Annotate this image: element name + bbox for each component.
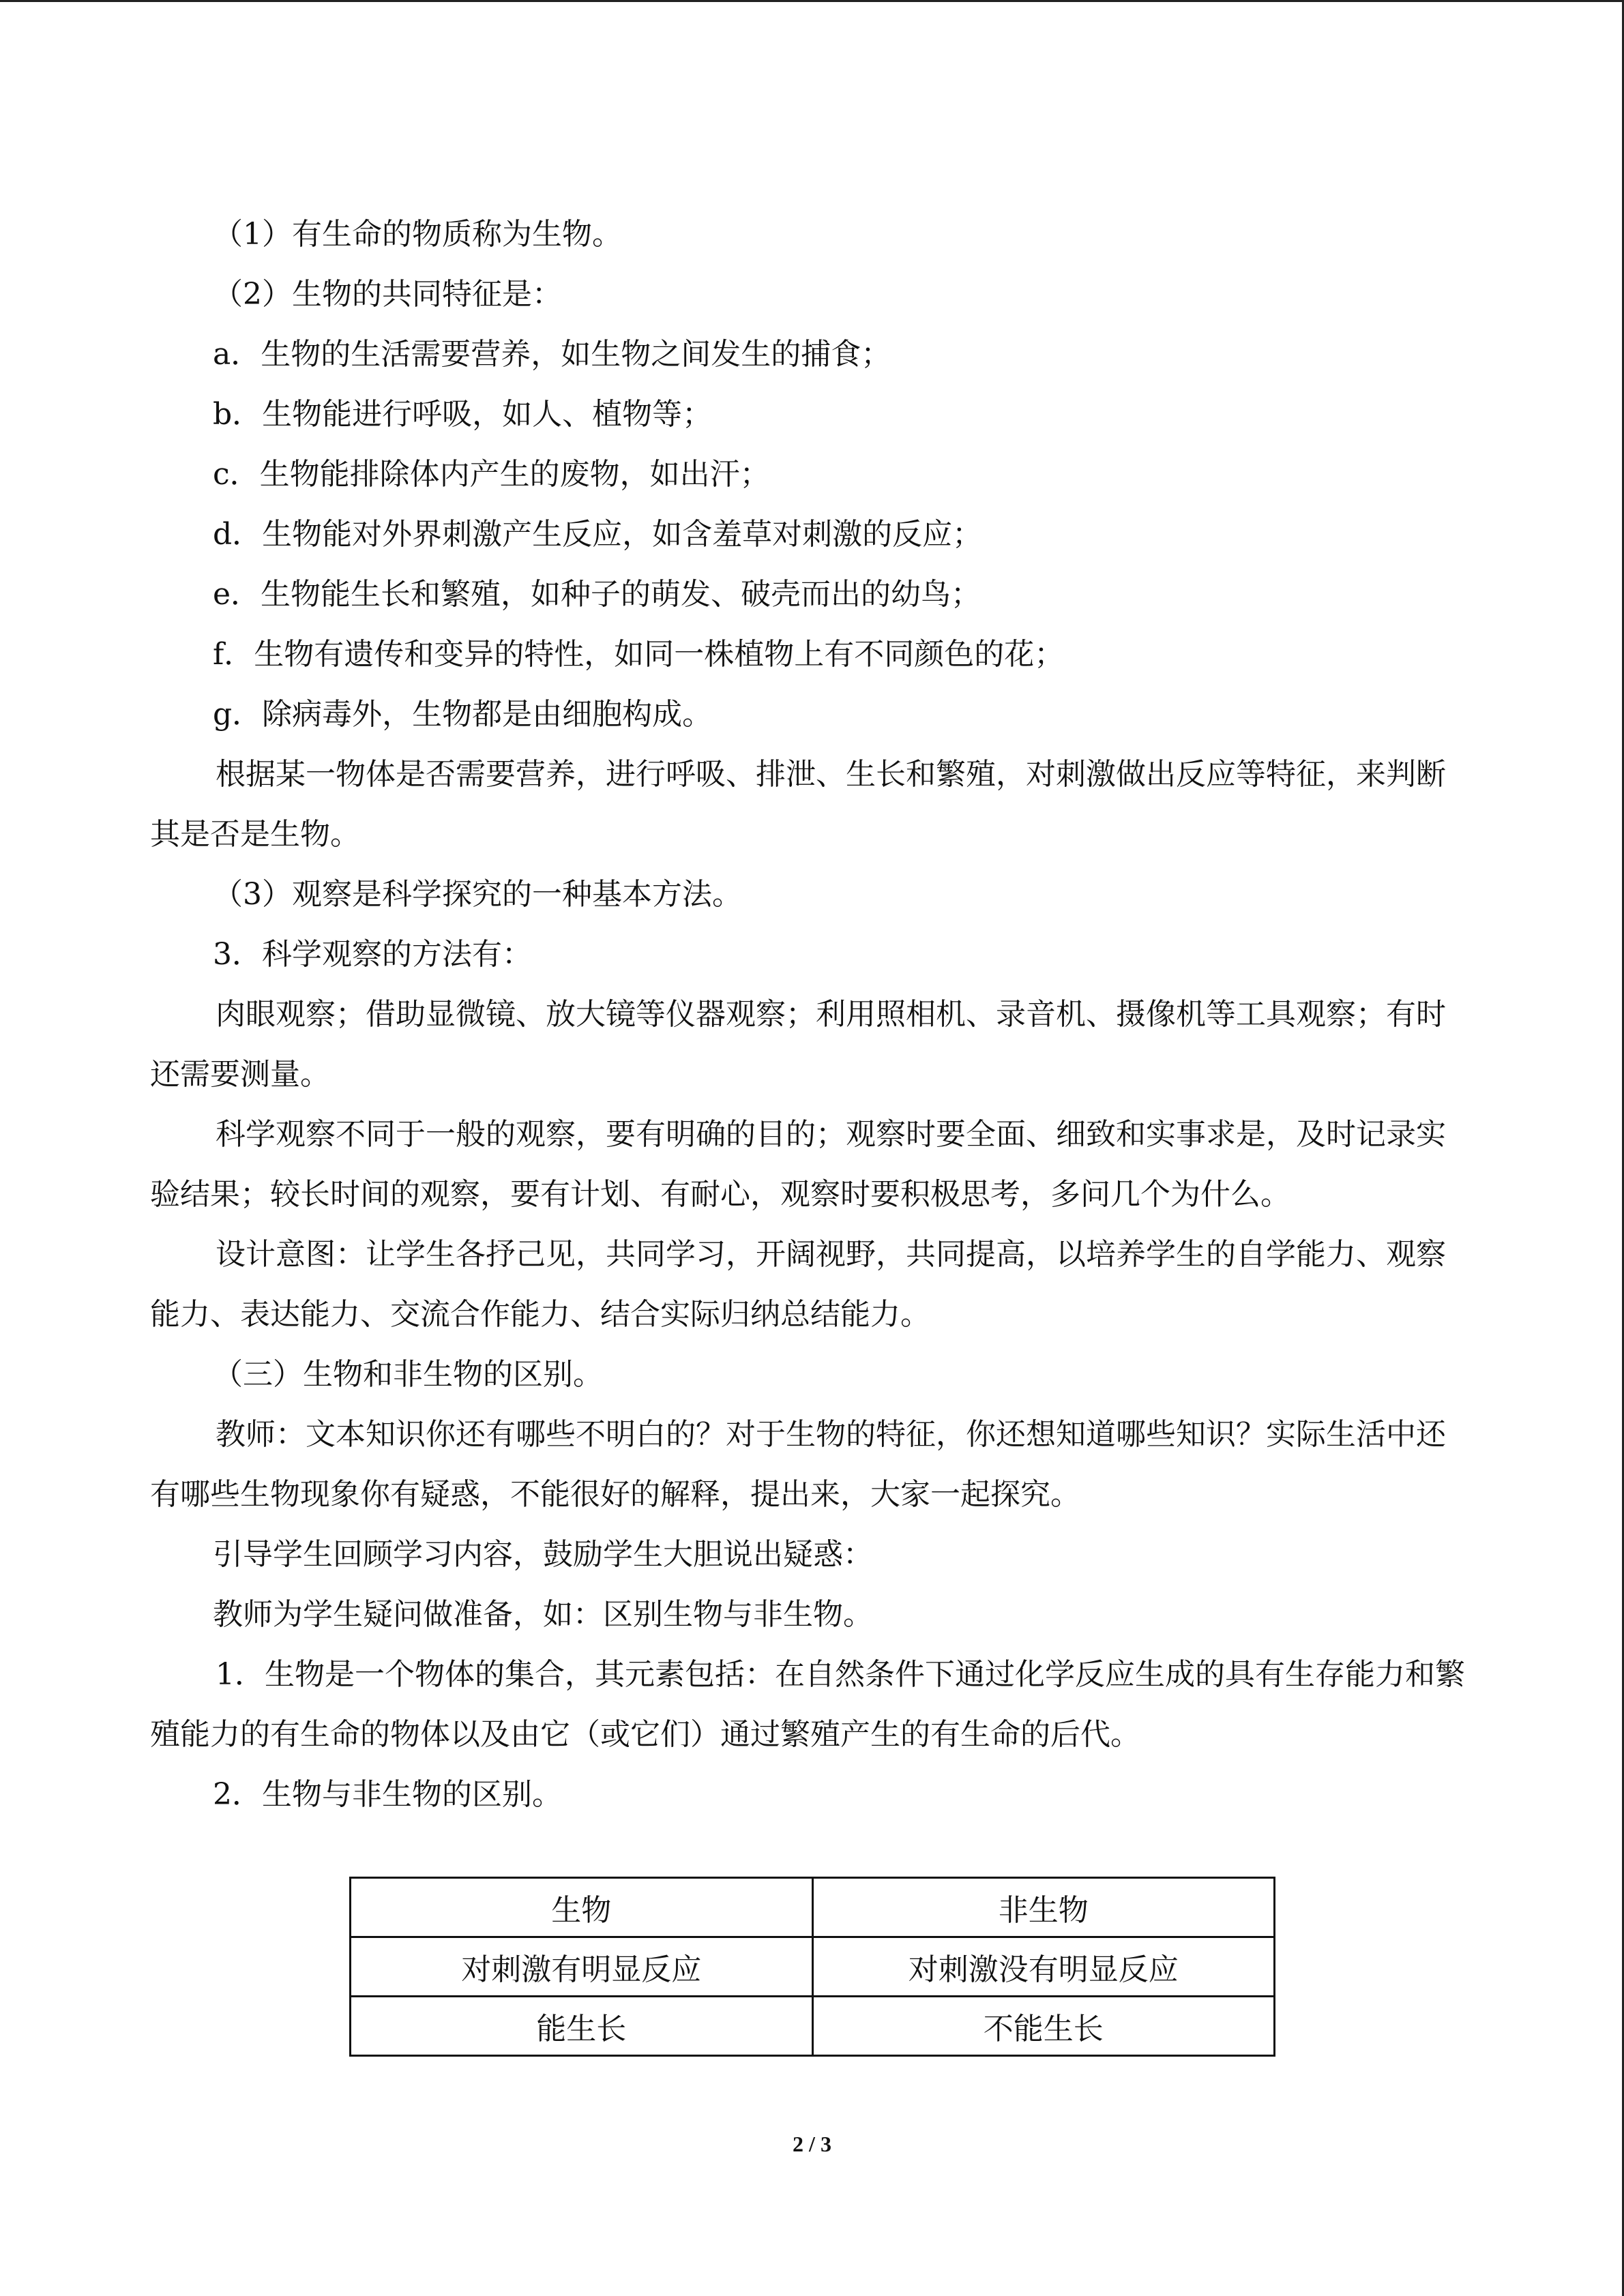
feature-c: c．生物能排除体内产生的废物，如出汗； <box>213 457 770 492</box>
feature-b: b．生物能进行呼吸，如人、植物等； <box>213 397 713 432</box>
point-1: （1）有生命的物质称为生物。 <box>213 217 622 252</box>
feature-d: d．生物能对外界刺激产生反应，如含羞草对刺激的反应； <box>213 517 983 552</box>
comparison-table-wrapper <box>349 1877 1275 2057</box>
feature-f: f．生物有遗传和变异的特性，如同一株植物上有不同颜色的花； <box>213 637 1065 672</box>
table-row <box>351 1937 1275 1997</box>
table-header-cell: 生物 <box>351 1878 813 1937</box>
methods-paragraph: 肉眼观察；借助显微镜、放大镜等仪器观察；利用照相机、录音机、摄像机等工具观察；有时还需要测量。 <box>150 997 1446 1092</box>
design-intent-paragraph: 设计意图：让学生各抒己见，共同学习，开阔视野，共同提高，以培养学生的自学能力、观察能力、表达能力、交流合作能力、结合实际归纳总结能力。 <box>150 1237 1446 1332</box>
definition-paragraph: 1．生物是一个物体的集合，其元素包括：在自然条件下通过化学反应生成的具有生存能力和繁殖能力的有生命的物体以及由它（或它们）通过繁殖产生的有生命的后代。 <box>150 1657 1465 1752</box>
section-three-heading: （三）生物和非生物的区别。 <box>213 1357 603 1392</box>
prepare-line: 教师为学生疑问做准备，如：区别生物与非生物。 <box>213 1597 873 1632</box>
table-cell: 能生长 <box>351 1997 813 2056</box>
table-header-row <box>351 1878 1275 1937</box>
judge-paragraph: 根据某一物体是否需要营养，进行呼吸、排泄、生长和繁殖，对刺激做出反应等特征，来判断其是否是生物。 <box>150 757 1446 852</box>
feature-g: g．除病毒外，生物都是由细胞构成。 <box>213 697 713 732</box>
table-cell: 不能生长 <box>812 1997 1275 2056</box>
point-2: （2）生物的共同特征是： <box>213 277 562 312</box>
feature-a: a．生物的生活需要营养，如生物之间发生的捕食； <box>213 337 891 372</box>
table-cell: 对刺激没有明显反应 <box>812 1937 1275 1997</box>
comparison-table <box>349 1877 1275 2057</box>
table-row <box>351 1997 1275 2056</box>
table-cell: 对刺激有明显反应 <box>351 1937 813 1997</box>
difference-heading: 2．生物与非生物的区别。 <box>213 1777 562 1812</box>
top-border-rule <box>0 0 1624 2</box>
point-3: （3）观察是科学探究的一种基本方法。 <box>213 877 742 912</box>
science-observation-paragraph: 科学观察不同于一般的观察，要有明确的目的；观察时要全面、细致和实事求是，及时记录实验结果；较长时间的观察，要有计划、有耐心，观察时要积极思考，多问几个为什么。 <box>150 1117 1446 1212</box>
guide-line: 引导学生回顾学习内容，鼓励学生大胆说出疑惑： <box>213 1537 873 1572</box>
teacher-paragraph: 教师：文本知识你还有哪些不明白的？对于生物的特征，你还想知道哪些知识？实际生活中还有哪些生物现象你有疑惑，不能很好的解释，提出来，大家一起探究。 <box>150 1417 1446 1512</box>
feature-e: e．生物能生长和繁殖，如种子的萌发、破壳而出的幼鸟； <box>213 577 981 612</box>
document-body <box>150 205 1475 1825</box>
page-number: 2 / 3 <box>793 2132 831 2156</box>
table-header-cell: 非生物 <box>812 1878 1275 1937</box>
methods-heading: 3．科学观察的方法有： <box>213 937 532 972</box>
